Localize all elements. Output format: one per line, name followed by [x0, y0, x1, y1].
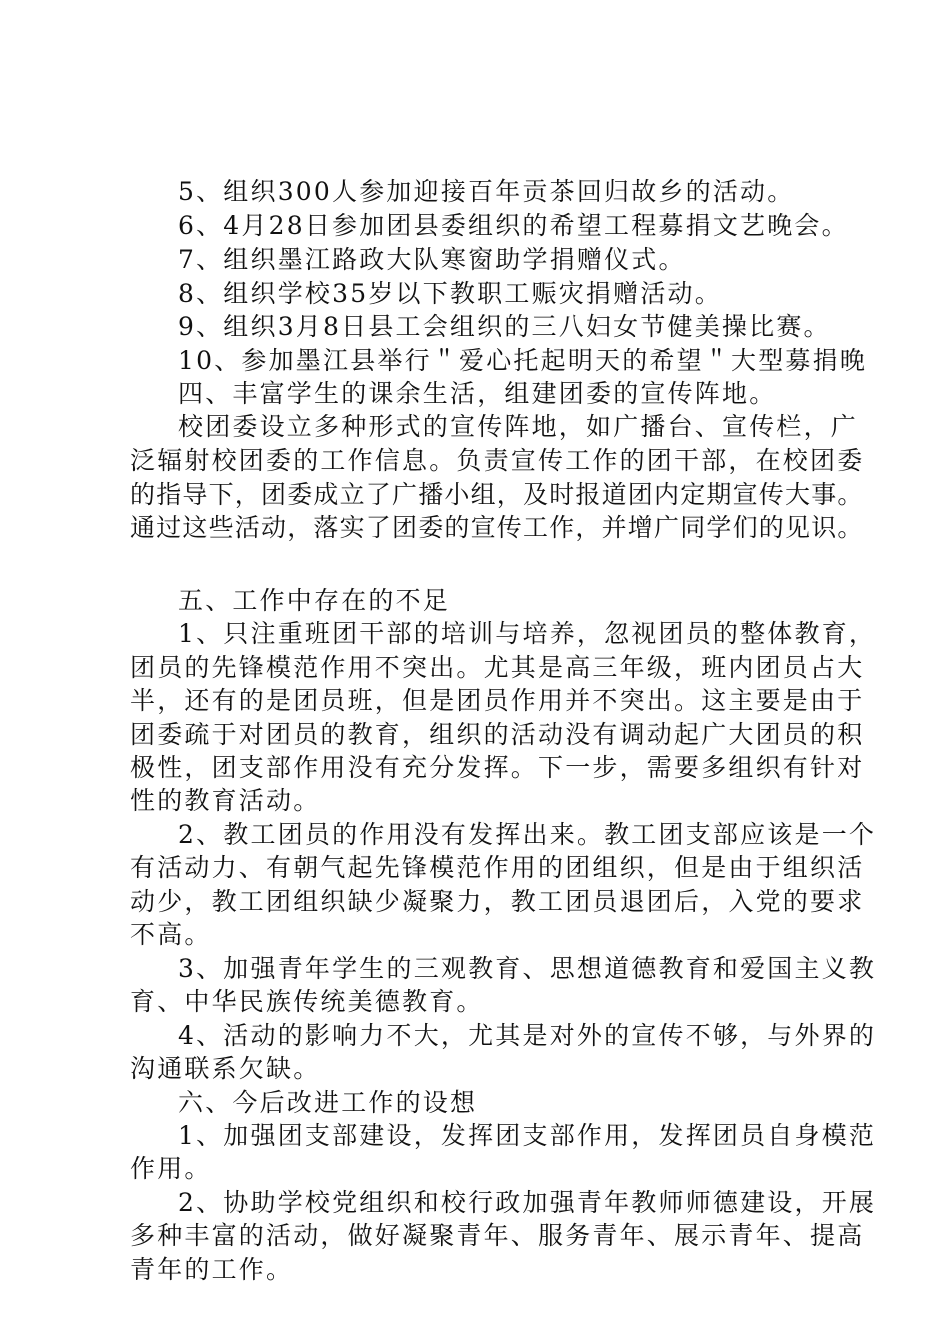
section-heading: 五、工作中存在的不足 — [178, 586, 451, 615]
paragraph-line: 4、活动的影响力不大，尤其是对外的宣传不够，与外界的 — [178, 1021, 877, 1050]
paragraph-line: 沟通联系欠缺。 — [130, 1054, 321, 1083]
paragraph-line: 校团委设立多种形式的宣传阵地，如广播台、宣传栏，广 — [178, 412, 859, 441]
paragraph-line: 团委疏于对团员的教育，组织的活动没有调动起广大团员的积 — [130, 720, 865, 749]
paragraph-line: 有活动力、有朝气起先锋模范作用的团组织，但是由于组织活 — [130, 853, 865, 882]
paragraph-line: 性的教育活动。 — [130, 786, 321, 815]
paragraph-line: 1、加强团支部建设，发挥团支部作用，发挥团员自身模范 — [178, 1121, 877, 1150]
paragraph-line: 1、只注重班团干部的培训与培养，忽视团员的整体教育， — [178, 619, 877, 648]
paragraph-line: 半，还有的是团员班，但是团员作用并不突出。这主要是由于 — [130, 686, 865, 715]
paragraph-line: 不高。 — [130, 920, 212, 949]
paragraph-line: 青年的工作。 — [130, 1255, 294, 1284]
list-item: 5、组织300人参加迎接百年贡茶回归故乡的活动。 — [178, 177, 795, 206]
list-item: 10、参加墨江县举行＂爱心托起明天的希望＂大型募捐晚 — [178, 346, 868, 375]
paragraph-line: 2、协助学校党组织和校行政加强青年教师师德建设，开展 — [178, 1188, 877, 1217]
paragraph-line: 极性，团支部作用没有充分发挥。下一步，需要多组织有针对 — [130, 753, 865, 782]
paragraph-line: 动少，教工团组织缺少凝聚力，教工团员退团后，入党的要求 — [130, 887, 865, 916]
paragraph-line: 的指导下，团委成立了广播小组，及时报道团内定期宣传大事。 — [130, 480, 864, 509]
list-item: 8、组织学校35岁以下教职工赈灾捐赠活动。 — [178, 279, 722, 308]
list-item: 9、组织3月8日县工会组织的三八妇女节健美操比赛。 — [178, 312, 831, 341]
section-heading: 六、今后改进工作的设想 — [178, 1088, 478, 1117]
paragraph-line: 3、加强青年学生的三观教育、思想道德教育和爱国主义教 — [178, 954, 877, 983]
section-heading: 四、丰富学生的课余生活，组建团委的宣传阵地。 — [178, 379, 777, 408]
paragraph-line: 团员的先锋模范作用不突出。尤其是高三年级，班内团员占大 — [130, 653, 865, 682]
paragraph-line: 育、中华民族传统美德教育。 — [130, 987, 484, 1016]
list-item: 7、组织墨江路政大队寒窗助学捐赠仪式。 — [178, 245, 686, 274]
paragraph-line: 2、教工团员的作用没有发挥出来。教工团支部应该是一个 — [178, 820, 877, 849]
paragraph-line: 多种丰富的活动，做好凝聚青年、服务青年、展示青年、提高 — [130, 1221, 865, 1250]
paragraph-line: 作用。 — [130, 1154, 212, 1183]
paragraph-line: 通过这些活动，落实了团委的宣传工作，并增广同学们的见识。 — [130, 513, 864, 542]
paragraph-line: 泛辐射校团委的工作信息。负责宣传工作的团干部，在校团委 — [130, 446, 865, 475]
list-item: 6、4月28日参加团县委组织的希望工程募捐文艺晚会。 — [178, 211, 849, 240]
